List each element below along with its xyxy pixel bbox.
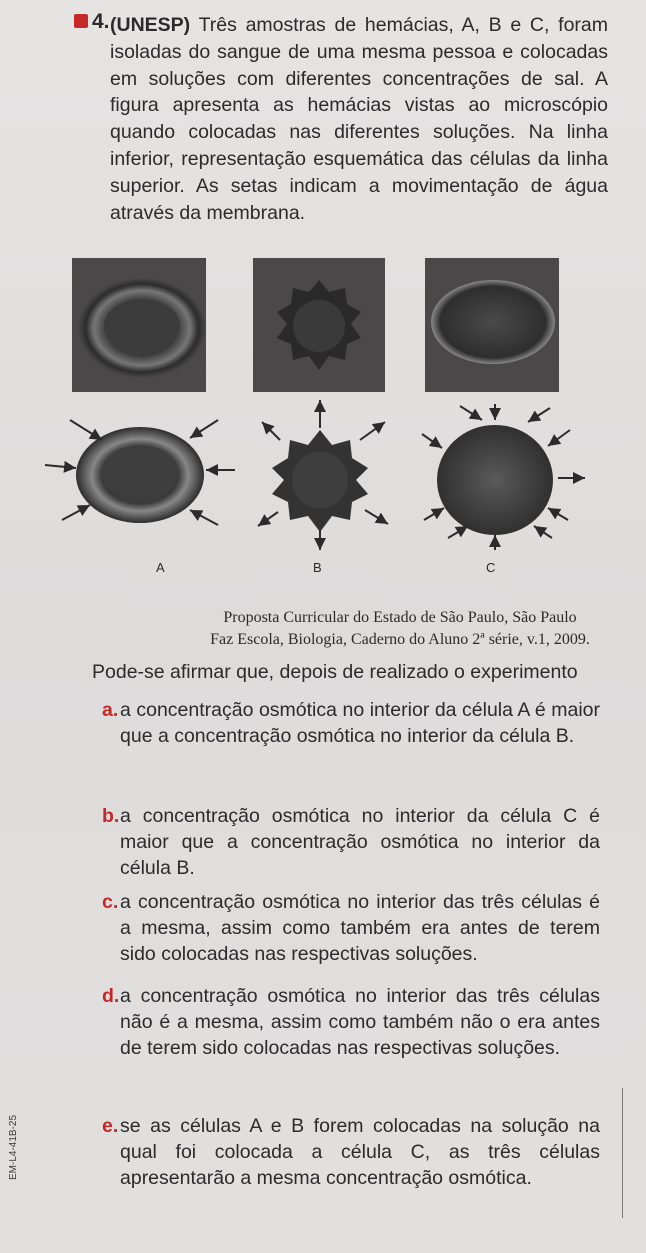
schematic-cell-a (45, 420, 235, 525)
question-number: 4. (92, 10, 110, 33)
micrograph-a (72, 258, 206, 392)
schematic-cell-b (258, 400, 388, 550)
question-stem (110, 12, 608, 226)
schematic-cell-c (422, 404, 585, 550)
micrograph-c-image (425, 258, 559, 392)
checkbox-icon[interactable] (74, 14, 88, 28)
schematic-diagram (40, 390, 600, 560)
label-a: A (156, 560, 165, 575)
micrograph-b-image (253, 258, 385, 392)
question-prompt: Pode-se afirmar que, depois de realizado o experimento (92, 661, 578, 683)
micrograph-a-image (72, 258, 206, 392)
option-letter: c. (102, 891, 119, 913)
label-c: C (486, 560, 496, 575)
option-letter: a. (102, 699, 119, 721)
option-letter: b. (102, 805, 120, 827)
label-b: B (313, 560, 322, 575)
option-text: se as células A e B forem colocadas na solução na qual foi colocada a célula C, as três células apresentarão a mesma concentração osmótica. (120, 1115, 600, 1189)
micrograph-c (425, 258, 559, 392)
option-letter: d. (102, 985, 120, 1007)
option-text: a concentração osmótica no interior da célula C é maior que a concentração osmótica no interior da célula B. (120, 805, 600, 879)
option-text: a concentração osmótica no interior das três células não é a mesma, assim como também não o era antes de terem sido colocadas nas respectivas soluções. (120, 985, 600, 1059)
micrograph-b (253, 258, 385, 392)
source-line-2: Faz Escola, Biologia, Caderno do Aluno 2ª série, v.1, 2009. (210, 631, 590, 648)
page-code: EM-L4-41B-25 (8, 1114, 19, 1180)
source-line-1: Proposta Curricular do Estado de São Paulo, São Paulo (223, 609, 577, 626)
figure-source (190, 607, 610, 651)
option-d[interactable] (102, 983, 600, 1061)
option-b[interactable] (102, 803, 600, 881)
option-a[interactable] (102, 697, 600, 749)
margin-rule (622, 1088, 623, 1218)
option-letter: e. (102, 1115, 119, 1137)
option-c[interactable] (102, 889, 600, 967)
option-text: a concentração osmótica no interior das três células é a mesma, assim como também era antes de terem sido colocadas nas respectivas soluções. (120, 891, 600, 965)
question-stem-text: Três amostras de hemácias, A, B e C, foram isoladas do sangue de uma mesma pessoa e colocadas em soluções com diferentes concentrações de sal. A figura apresenta as hemácias vistas ao microscópio quando colocadas nas diferentes soluções. Na linha inferior, representação esquemática das células da linha superior. As setas indicam a movimentação de água através da membrana. (110, 14, 608, 224)
question-source-tag: (UNESP) (110, 14, 191, 36)
option-e[interactable] (102, 1113, 600, 1191)
option-text: a concentração osmótica no interior da célula A é maior que a concentração osmótica no interior da célula B. (120, 699, 600, 747)
